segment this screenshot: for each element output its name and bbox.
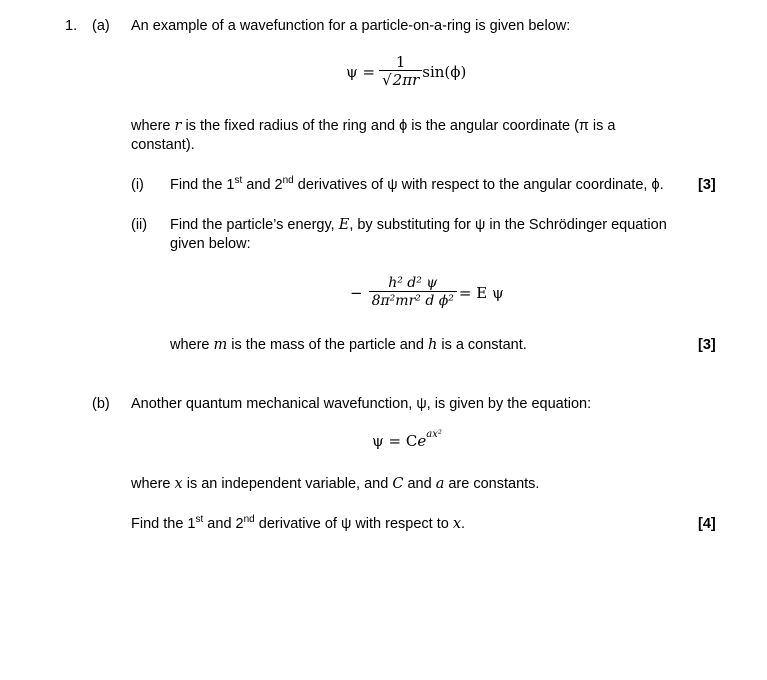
equation-gaussian: ψ = C e $^{ax^2}$ bbox=[372, 429, 442, 450]
sub-ii-text-line2: given below: bbox=[170, 236, 251, 252]
eq1-lhs: ψ = bbox=[346, 62, 376, 81]
sub-i-sup1: st bbox=[234, 175, 243, 187]
part-b-where bbox=[131, 474, 539, 494]
part-b-var-C: C bbox=[392, 476, 404, 492]
part-b-find-var-x: x bbox=[452, 516, 462, 532]
sub-i-text bbox=[170, 175, 664, 195]
eq3-lhs: ψ = C bbox=[372, 432, 418, 450]
where1-text-b: is the fixed radius of the ring and ϕ is the angular coordinate (π is a bbox=[181, 118, 616, 134]
part-b-sup1: st bbox=[195, 514, 204, 526]
eq1-numerator: 1 bbox=[395, 53, 406, 71]
part-b-find-b: and 2 bbox=[203, 516, 244, 532]
part-a-where-line1 bbox=[131, 116, 616, 136]
eq1-sqrt-sign: √ bbox=[382, 71, 392, 89]
sub-ii-var-h: h bbox=[427, 337, 438, 353]
part-b-label: (b) bbox=[92, 396, 110, 412]
part-b-sup2: nd bbox=[243, 514, 255, 526]
part-b-where-d: are constants. bbox=[444, 476, 540, 492]
part-b-marks: [4] bbox=[698, 516, 716, 532]
eq1-denominator bbox=[379, 70, 422, 89]
eq2-rhs: = E ψ bbox=[458, 283, 504, 302]
part-b-find bbox=[131, 514, 465, 534]
sub-ii-marks: [3] bbox=[698, 337, 716, 353]
part-b-var-x: x bbox=[174, 476, 183, 492]
sub-i-text-c: derivatives of ψ with respect to the angular coordinate, ϕ. bbox=[293, 177, 664, 193]
sub-ii-text-line1 bbox=[170, 215, 667, 235]
sub-ii-text-b: , by substituting for ψ in the Schrödinger equation bbox=[349, 217, 667, 233]
part-b-where-b: is an independent variable, and bbox=[182, 476, 393, 492]
part-b-where-c: and bbox=[403, 476, 436, 492]
part-a-where-line2: constant). bbox=[131, 137, 195, 153]
question-number: 1. bbox=[65, 18, 78, 34]
sub-ii-where bbox=[170, 335, 527, 355]
eq1-fraction bbox=[379, 54, 422, 89]
equation-schrodinger bbox=[350, 275, 504, 310]
sub-i-text-a: Find the 1 bbox=[170, 177, 235, 193]
sub-ii-where-c: is a constant. bbox=[437, 337, 527, 353]
sub-ii-where-a: where bbox=[170, 337, 214, 353]
eq1-sqrt-body: 2πr bbox=[392, 71, 420, 89]
part-b-where-a: where bbox=[131, 476, 175, 492]
sub-ii-label: (ii) bbox=[131, 217, 148, 233]
sub-ii-var-m: m bbox=[213, 337, 228, 353]
eq2-minus: − bbox=[350, 283, 363, 302]
where1-text-a: where bbox=[131, 118, 175, 134]
sub-i-text-b: and 2 bbox=[242, 177, 283, 193]
eq2-denominator: 8π²mr² d ϕ² bbox=[369, 291, 457, 310]
equation-wavefunction-ring bbox=[346, 54, 466, 89]
eq2-numerator: h² d² ψ bbox=[388, 275, 438, 291]
sub-ii-var-E: E bbox=[338, 217, 350, 233]
sub-i-label: (i) bbox=[131, 177, 144, 193]
part-a-label: (a) bbox=[92, 18, 110, 34]
sub-i-sup2: nd bbox=[282, 175, 294, 187]
part-b-intro: Another quantum mechanical wavefunction, ψ, is given by the equation: bbox=[131, 396, 592, 412]
eq3-exp-base: e bbox=[417, 432, 427, 450]
eq1-rhs: sin(ϕ) bbox=[422, 62, 467, 81]
part-b-find-d: . bbox=[461, 516, 466, 532]
eq2-fraction bbox=[369, 275, 457, 310]
part-b-find-c: derivative of ψ with respect to bbox=[254, 516, 453, 532]
part-b-find-a: Find the 1 bbox=[131, 516, 196, 532]
sub-i-marks: [3] bbox=[698, 177, 716, 193]
part-b-var-a: a bbox=[435, 476, 445, 492]
sub-ii-text-a: Find the particle’s energy, bbox=[170, 217, 339, 233]
sub-ii-where-b: is the mass of the particle and bbox=[227, 337, 428, 353]
where1-var-r: r bbox=[174, 118, 182, 134]
part-a-intro: An example of a wavefunction for a particle-on-a-ring is given below: bbox=[131, 18, 571, 34]
